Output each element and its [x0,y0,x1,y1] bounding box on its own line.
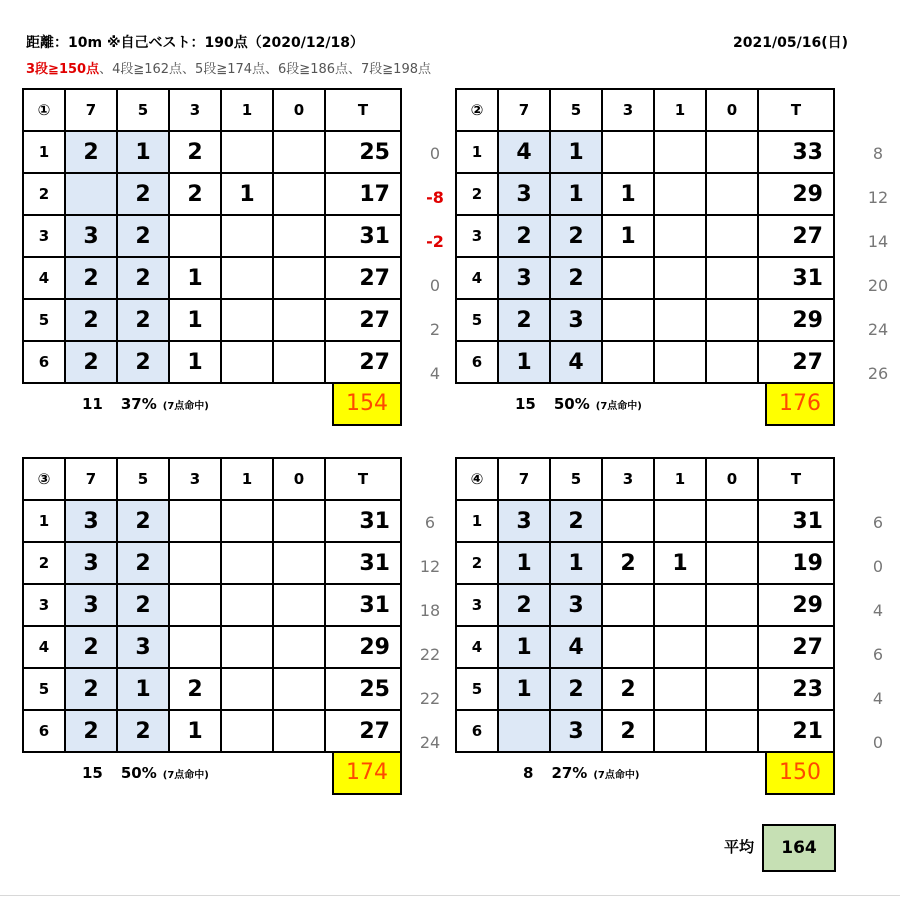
count-cell: 2 [550,257,602,299]
column-header: 1 [654,89,706,131]
count-cell [273,131,325,173]
end-number-cell: 6 [456,710,498,752]
count-cell [273,173,325,215]
count-cell [273,341,325,383]
column-header: 3 [602,89,654,131]
table-row [456,542,834,584]
end-total-cell: 29 [758,584,834,626]
column-header: 7 [65,89,117,131]
count-cell [169,626,221,668]
cumulative-diff: 4 [429,364,441,383]
count-cell [221,299,273,341]
cumulative-diff: 12 [867,188,889,207]
seven-hit-summary [515,395,642,413]
table-row [23,584,401,626]
rank-thresholds [26,58,431,77]
count-cell [654,584,706,626]
count-cell: 2 [117,257,169,299]
end-total-cell: 27 [325,710,401,752]
count-cell: 1 [169,710,221,752]
end-total-cell: 21 [758,710,834,752]
cumulative-diff: 6 [424,513,436,532]
table-header-row [456,89,834,131]
end-number-cell: 2 [456,542,498,584]
end-total-cell: 31 [325,215,401,257]
count-cell [602,341,654,383]
count-cell: 2 [117,215,169,257]
count-cell: 2 [602,710,654,752]
end-total-cell: 27 [758,215,834,257]
round-number-header: ② [456,89,498,131]
count-cell: 3 [65,500,117,542]
count-cell: 2 [602,542,654,584]
column-header: T [325,89,401,131]
count-cell: 1 [550,173,602,215]
table-row [23,257,401,299]
table-row [456,626,834,668]
end-total-cell: 33 [758,131,834,173]
cumulative-diff: 22 [419,645,441,664]
round-footer [455,753,835,797]
count-cell: 2 [65,131,117,173]
cumulative-diff: -2 [426,232,444,251]
count-cell: 2 [117,341,169,383]
table-row [23,542,401,584]
count-cell [221,626,273,668]
table-row [456,173,834,215]
count-cell [706,299,758,341]
count-cell: 3 [498,257,550,299]
count-cell [602,131,654,173]
cumulative-diff: 0 [872,557,884,576]
count-cell [706,626,758,668]
cumulative-diff: 24 [867,320,889,339]
end-total-cell: 27 [325,257,401,299]
cumulative-diff: 24 [419,733,441,752]
count-cell: 1 [498,542,550,584]
column-header: T [758,89,834,131]
count-cell [169,215,221,257]
count-cell [273,710,325,752]
end-total-cell: 27 [325,341,401,383]
column-header: 1 [221,458,273,500]
count-cell: 1 [498,341,550,383]
count-cell [654,626,706,668]
column-header: 0 [706,458,758,500]
end-number-cell: 2 [456,173,498,215]
count-cell: 2 [169,668,221,710]
end-number-cell: 4 [23,257,65,299]
table-row [23,668,401,710]
seven-hit-count: 15 [515,395,536,413]
count-cell [654,668,706,710]
end-number-cell: 5 [456,299,498,341]
rank-threshold-current: 3段≧150点 [26,62,100,77]
count-cell [706,341,758,383]
count-cell: 2 [117,542,169,584]
end-number-cell: 6 [23,710,65,752]
end-number-cell: 5 [23,668,65,710]
column-header: 7 [498,89,550,131]
table-row [456,215,834,257]
cumulative-diff: 20 [867,276,889,295]
end-total-cell: 31 [325,584,401,626]
count-cell: 1 [169,257,221,299]
table-row [456,257,834,299]
count-cell: 2 [65,299,117,341]
count-cell [706,257,758,299]
score-table [455,88,835,384]
count-cell [273,584,325,626]
count-cell [602,299,654,341]
count-cell: 1 [654,542,706,584]
count-cell [498,710,550,752]
count-cell: 2 [65,257,117,299]
table-row [23,131,401,173]
count-cell: 3 [550,710,602,752]
table-row [456,299,834,341]
column-header: 3 [169,89,221,131]
count-cell: 1 [602,215,654,257]
cumulative-diff-column [410,501,450,765]
score-table [22,457,402,753]
cumulative-diff: 4 [872,601,884,620]
count-cell [602,584,654,626]
count-cell [654,500,706,542]
count-cell [654,173,706,215]
count-cell [654,257,706,299]
count-cell: 3 [117,626,169,668]
table-row [23,215,401,257]
count-cell [706,500,758,542]
end-number-cell: 5 [456,668,498,710]
end-number-cell: 3 [23,584,65,626]
distance-best-label: 距離：10m ※自己ベスト：190点（2020/12/18） [26,35,364,51]
count-cell [273,299,325,341]
seven-hit-count: 11 [82,395,103,413]
rank-threshold-others: 、4段≧162点、5段≧174点、6段≧186点、7段≧198点 [99,62,431,77]
cumulative-diff: -8 [426,188,444,207]
count-cell [221,131,273,173]
count-cell: 2 [602,668,654,710]
end-number-cell: 3 [456,584,498,626]
count-cell: 2 [498,215,550,257]
end-number-cell: 4 [23,626,65,668]
count-cell [273,257,325,299]
seven-hit-note: (7点命中) [162,401,209,412]
end-total-cell: 23 [758,668,834,710]
end-total-cell: 27 [758,626,834,668]
count-cell [221,257,273,299]
end-total-cell: 25 [325,668,401,710]
count-cell [654,215,706,257]
seven-hit-count: 8 [523,764,534,782]
count-cell: 1 [498,626,550,668]
count-cell [169,584,221,626]
count-cell [221,668,273,710]
column-header: T [758,458,834,500]
seven-hit-note: (7点命中) [162,770,209,781]
count-cell [221,341,273,383]
count-cell [706,584,758,626]
column-header: 5 [117,458,169,500]
cumulative-diff: 12 [419,557,441,576]
column-header: 5 [550,89,602,131]
count-cell [602,500,654,542]
count-cell: 4 [498,131,550,173]
round-total: 176 [765,384,835,426]
score-table [455,457,835,753]
seven-hit-count: 15 [82,764,103,782]
count-cell [706,215,758,257]
end-total-cell: 27 [325,299,401,341]
count-cell [706,542,758,584]
count-cell: 2 [117,710,169,752]
count-cell [706,668,758,710]
round-total: 174 [332,753,402,795]
count-cell: 1 [169,341,221,383]
count-cell [654,131,706,173]
table-row [456,668,834,710]
table-row [456,500,834,542]
count-cell: 2 [65,626,117,668]
count-cell [654,710,706,752]
column-header: 1 [221,89,273,131]
count-cell [221,710,273,752]
column-header: 0 [273,89,325,131]
column-header: 5 [550,458,602,500]
table-row [23,341,401,383]
cumulative-diff: 26 [867,364,889,383]
count-cell: 1 [602,173,654,215]
count-cell: 3 [65,584,117,626]
end-total-cell: 29 [325,626,401,668]
cumulative-diff: 14 [867,232,889,251]
table-row [456,341,834,383]
end-number-cell: 4 [456,626,498,668]
cumulative-diff: 22 [419,689,441,708]
seven-hit-percent: 27% [551,764,588,782]
count-cell: 2 [498,584,550,626]
average-value: 164 [762,824,836,872]
count-cell: 2 [65,341,117,383]
count-cell [273,215,325,257]
end-number-cell: 3 [456,215,498,257]
table-row [23,710,401,752]
cumulative-diff: 6 [872,513,884,532]
end-number-cell: 2 [23,173,65,215]
count-cell: 4 [550,341,602,383]
table-header-row [456,458,834,500]
round-number-header: ③ [23,458,65,500]
round-number-header: ① [23,89,65,131]
count-cell [221,500,273,542]
count-cell: 2 [550,500,602,542]
column-header: 3 [602,458,654,500]
cumulative-diff: 0 [872,733,884,752]
end-number-cell: 2 [23,542,65,584]
end-number-cell: 1 [23,500,65,542]
column-header: 1 [654,458,706,500]
count-cell: 3 [498,500,550,542]
cumulative-diff: 18 [419,601,441,620]
count-cell [706,710,758,752]
round-footer [22,384,402,428]
average-label: 平均 [724,838,755,856]
count-cell [706,131,758,173]
count-cell: 4 [550,626,602,668]
count-cell [602,626,654,668]
count-cell [273,668,325,710]
column-header: 7 [498,458,550,500]
seven-hit-summary [82,764,209,782]
column-header: 3 [169,458,221,500]
count-cell: 3 [65,215,117,257]
seven-hit-note: (7点命中) [595,401,642,412]
cumulative-diff-column [858,501,898,765]
end-total-cell: 31 [758,500,834,542]
end-total-cell: 31 [758,257,834,299]
seven-hit-summary [523,764,639,782]
count-cell [654,299,706,341]
end-number-cell: 5 [23,299,65,341]
column-header: 0 [706,89,758,131]
count-cell [221,542,273,584]
column-header: 7 [65,458,117,500]
count-cell: 2 [117,173,169,215]
end-number-cell: 1 [456,131,498,173]
end-total-cell: 19 [758,542,834,584]
column-header: 5 [117,89,169,131]
seven-hit-percent: 37% [120,395,157,413]
count-cell: 3 [498,173,550,215]
end-total-cell: 29 [758,173,834,215]
count-cell [65,173,117,215]
end-total-cell: 31 [325,500,401,542]
count-cell [169,500,221,542]
end-total-cell: 25 [325,131,401,173]
end-number-cell: 4 [456,257,498,299]
round-total: 150 [765,753,835,795]
count-cell: 2 [169,173,221,215]
round-4-scorecard [455,457,835,797]
cumulative-diff: 0 [429,144,441,163]
table-row [456,131,834,173]
count-cell: 2 [169,131,221,173]
cumulative-diff: 2 [429,320,441,339]
count-cell: 2 [550,215,602,257]
table-header-row [23,458,401,500]
round-footer [455,384,835,428]
table-row [456,584,834,626]
count-cell [706,173,758,215]
table-row [23,173,401,215]
seven-hit-percent: 50% [120,764,157,782]
count-cell: 2 [65,668,117,710]
count-cell [273,626,325,668]
count-cell [169,542,221,584]
divider [0,895,900,896]
end-number-cell: 6 [456,341,498,383]
date-label: 2021/05/16(日) [733,35,848,51]
count-cell: 3 [65,542,117,584]
column-header: T [325,458,401,500]
cumulative-diff-column [858,132,898,396]
end-number-cell: 1 [456,500,498,542]
table-row [23,299,401,341]
round-3-scorecard [22,457,402,797]
table-header-row [23,89,401,131]
count-cell: 2 [117,299,169,341]
round-2-scorecard [455,88,835,428]
seven-hit-summary [82,395,209,413]
end-total-cell: 27 [758,341,834,383]
cumulative-diff: 6 [872,645,884,664]
count-cell: 1 [117,131,169,173]
count-cell [221,584,273,626]
end-total-cell: 29 [758,299,834,341]
count-cell: 1 [221,173,273,215]
table-row [23,500,401,542]
table-row [456,710,834,752]
column-header: 0 [273,458,325,500]
cumulative-diff: 0 [429,276,441,295]
round-footer [22,753,402,797]
count-cell [221,215,273,257]
count-cell: 1 [550,131,602,173]
count-cell: 2 [550,668,602,710]
count-cell [273,542,325,584]
count-cell: 2 [65,710,117,752]
end-total-cell: 17 [325,173,401,215]
count-cell: 2 [117,584,169,626]
seven-hit-percent: 50% [553,395,590,413]
seven-hit-note: (7点命中) [593,770,640,781]
round-total: 154 [332,384,402,426]
count-cell [273,500,325,542]
count-cell [602,257,654,299]
table-row [23,626,401,668]
count-cell: 1 [169,299,221,341]
cumulative-diff: 8 [872,144,884,163]
cumulative-diff: 4 [872,689,884,708]
count-cell: 3 [550,299,602,341]
count-cell: 3 [550,584,602,626]
end-number-cell: 1 [23,131,65,173]
count-cell: 1 [117,668,169,710]
count-cell [654,341,706,383]
count-cell: 1 [550,542,602,584]
end-total-cell: 31 [325,542,401,584]
count-cell: 2 [117,500,169,542]
end-number-cell: 3 [23,215,65,257]
count-cell: 1 [498,668,550,710]
round-number-header: ④ [456,458,498,500]
score-table [22,88,402,384]
count-cell: 2 [498,299,550,341]
cumulative-diff-column [415,132,455,396]
round-1-scorecard [22,88,402,428]
end-number-cell: 6 [23,341,65,383]
